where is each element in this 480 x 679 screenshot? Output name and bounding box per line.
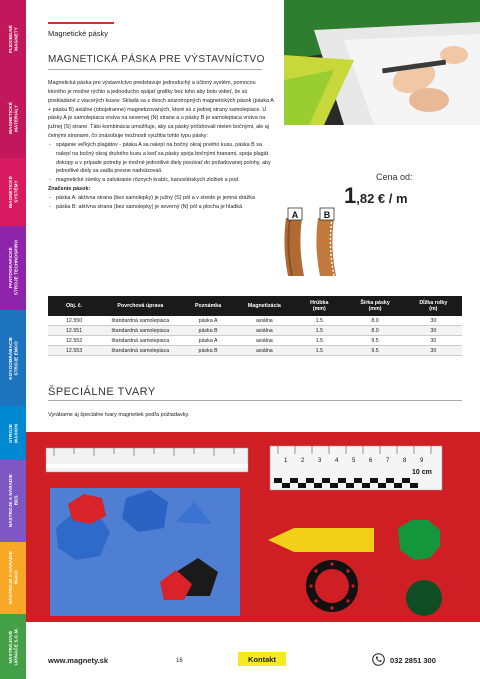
strip-label-b: B [323, 210, 331, 220]
ruler-digit: 6 [369, 458, 373, 464]
table-cell: axiálna [236, 316, 294, 326]
sidebar-tab-label: STROJE MAXION [7, 423, 18, 443]
phone-icon [372, 653, 385, 666]
table-cell: 12.553 [48, 346, 100, 356]
sidebar-tab-magnetic-materials[interactable] [0, 78, 26, 158]
table-cell: štandardná samolepiaca [100, 336, 180, 346]
column-header: Šírka pásky (mm) [345, 296, 404, 316]
contact-button[interactable]: Kontakt [238, 652, 286, 666]
table-cell: 1.5 [293, 326, 345, 336]
table-row [48, 346, 462, 356]
sidebar-tab-pantograph-machines[interactable] [0, 226, 26, 310]
ruler-label: 10 cm [412, 469, 432, 476]
sidebar-tab-scm-holders[interactable] [0, 614, 26, 679]
column-header: Hrúbka (mm) [293, 296, 345, 316]
ruler-digit: 8 [403, 458, 407, 464]
price-rest: ,82 € / m [356, 191, 408, 206]
category-sidebar [0, 0, 26, 679]
product-description [48, 79, 274, 212]
table-cell: 12.552 [48, 336, 100, 346]
ruler-digit: 3 [318, 458, 322, 464]
table-cell: štandardná samolepiaca [100, 346, 180, 356]
section-divider [48, 400, 462, 401]
ruler-digit: 5 [352, 458, 356, 464]
ruler-digit: 9 [420, 458, 424, 464]
table-cell: 9.5 [345, 346, 404, 356]
table-cell: 1.5 [293, 316, 345, 326]
ruler-digit: 4 [335, 458, 339, 464]
table-cell: 30 [405, 326, 462, 336]
list-item: - páska B: aktívna strana (bez samolepky) je severný (N) pól a plocha je hladká [56, 203, 274, 212]
table-cell: 1.5 [293, 346, 345, 356]
table-row [48, 336, 462, 346]
page-number: 16 [176, 658, 183, 664]
column-header: Magnetizácia [236, 296, 294, 316]
sidebar-tab-flexible-magnets[interactable] [0, 0, 26, 78]
list-item: - magnetické zámky a zatváranie rôznych krabíc, kancelárskych zložiek a pod. [56, 176, 274, 185]
sidebar-tab-label: KOVOOBRÁBACIE STROJE EMCO [7, 336, 18, 380]
sidebar-tab-label: NÁSTROJE A NÁRADIE BDS [7, 474, 18, 528]
sidebar-tab-label: MAGNETICKÉ SYSTÉMY [7, 176, 18, 208]
table-cell: 30 [405, 336, 462, 346]
ruler-digit: 2 [301, 458, 305, 464]
table-cell: 8.0 [345, 316, 404, 326]
table-cell: 8.0 [345, 326, 404, 336]
footer-website-link[interactable]: www.magnety.sk [48, 656, 109, 665]
title-divider [48, 69, 262, 70]
sidebar-tab-label: NÁSTROJOVÉ UPÍNAČE S.C.M. [7, 627, 18, 666]
sidebar-tab-label: NÁSTROJE A NÁRADIE RUKO [7, 551, 18, 605]
table-cell: 1.5 [293, 336, 345, 346]
table-cell: 12.551 [48, 326, 100, 336]
table-cell: axiálna [236, 336, 294, 346]
table-cell: páska B [181, 326, 236, 336]
marking-heading: Značenie pások: [48, 186, 91, 193]
uses-list [48, 141, 274, 185]
column-header: Povrchová úprava [100, 296, 180, 316]
table-cell: páska A [181, 316, 236, 326]
price-label: Cena od: [376, 172, 413, 182]
column-header: Poznámka [181, 296, 236, 316]
table-cell: axiálna [236, 346, 294, 356]
table-header-row [48, 296, 462, 316]
footer-phone-number[interactable]: 032 2851 300 [390, 656, 436, 665]
strip-label-a: A [291, 210, 299, 220]
table-cell: 30 [405, 346, 462, 356]
sidebar-tab-label: PANTOGRAFICKÉ STROJE TECHNOSPIRO [7, 240, 18, 296]
sidebar-tab-maxion-machines[interactable] [0, 406, 26, 460]
price-value [344, 183, 408, 209]
page-content [26, 0, 480, 679]
section-description: Vyrábame aj špeciálne tvary magnetiek podľa požiadavky. [48, 412, 190, 418]
breadcrumb-accent-bar [48, 22, 114, 24]
ruler-digit: 1 [284, 458, 288, 464]
price-whole: 1 [344, 183, 357, 208]
table-cell: štandardná samolepiaca [100, 316, 180, 326]
table-row [48, 326, 462, 336]
spec-table [48, 296, 462, 356]
marking-list [48, 194, 274, 212]
sidebar-tab-label: FLEXIBILNÉ MAGNETY [7, 25, 18, 53]
column-header: Dĺžka rolky (m) [405, 296, 462, 316]
sidebar-tab-label: MAGNETICKÉ MATERIÁLY [7, 102, 18, 134]
ruler-digit: 7 [386, 458, 390, 464]
breadcrumb: Magnetické pásky [48, 29, 109, 38]
table-cell: štandardná samolepiaca [100, 326, 180, 336]
list-item: - spájanie veľkých plagátov - páska A sa nalepí na bočný okraj prvého kusu, páska B sa nalepí na bočný okraj druhého kusu a keď sa pásky spoja bočnými hranami, spoja plagát dokopy a v prípade potreby je možné jednotlivé diely posúvať do požadovanej polohy, aby jednotlivé diely sa sadla presne nadväzovali. [56, 141, 274, 176]
section-title-special-shapes: ŠPECIÁLNE TVARY [48, 386, 156, 398]
table-cell: 30 [405, 316, 462, 326]
table-cell: páska A [181, 336, 236, 346]
table-cell: 12.550 [48, 316, 100, 326]
table-cell: 9.5 [345, 336, 404, 346]
tape-strips-image [280, 206, 350, 278]
special-shapes-photo [26, 432, 480, 622]
sidebar-tab-bds-tools[interactable] [0, 460, 26, 542]
column-header: Obj. č. [48, 296, 100, 316]
table-row [48, 316, 462, 326]
table-cell: páska B [181, 346, 236, 356]
page-title: MAGNETICKÁ PÁSKA PRE VÝSTAVNÍCTVO [48, 54, 265, 65]
sidebar-tab-ruko-tools[interactable] [0, 542, 26, 614]
description-intro: Magnetická páska pre výstavníctvo predstavuje jednoduchý a účinný systém, pomocou ktorého je možné rýchlo a jednoducho spájať grafiky bez toho aby bolo vidieť, že sú poskladané z viacerých kusov. Skladá sa z dvoch anizotropných magnetických pások (páska A + páska B) axiálne (obojstranne) magnetizovaných, ktoré sú z jednej strany samolepiace. U pásky A je samolepiaca vrstva na severnej (N) strane a u pásky B je samolepiaca vrstva na južnej (S) strane. Táto kombinácia umožňuje, aby sa pásky priťahovali nielen bočnými, ale aj čelnými stranami, čo znásobuje možnosti využitia tohto typu pásky: [48, 80, 274, 140]
product-photo-hands [284, 0, 480, 125]
table-cell: axiálna [236, 326, 294, 336]
sidebar-tab-magnetic-systems[interactable] [0, 158, 26, 226]
list-item: - páska A: aktívna strana (bez samolepky) je južný (S) pól a v strede je jemná drážka [56, 194, 274, 203]
sidebar-tab-emco-machines[interactable] [0, 310, 26, 406]
